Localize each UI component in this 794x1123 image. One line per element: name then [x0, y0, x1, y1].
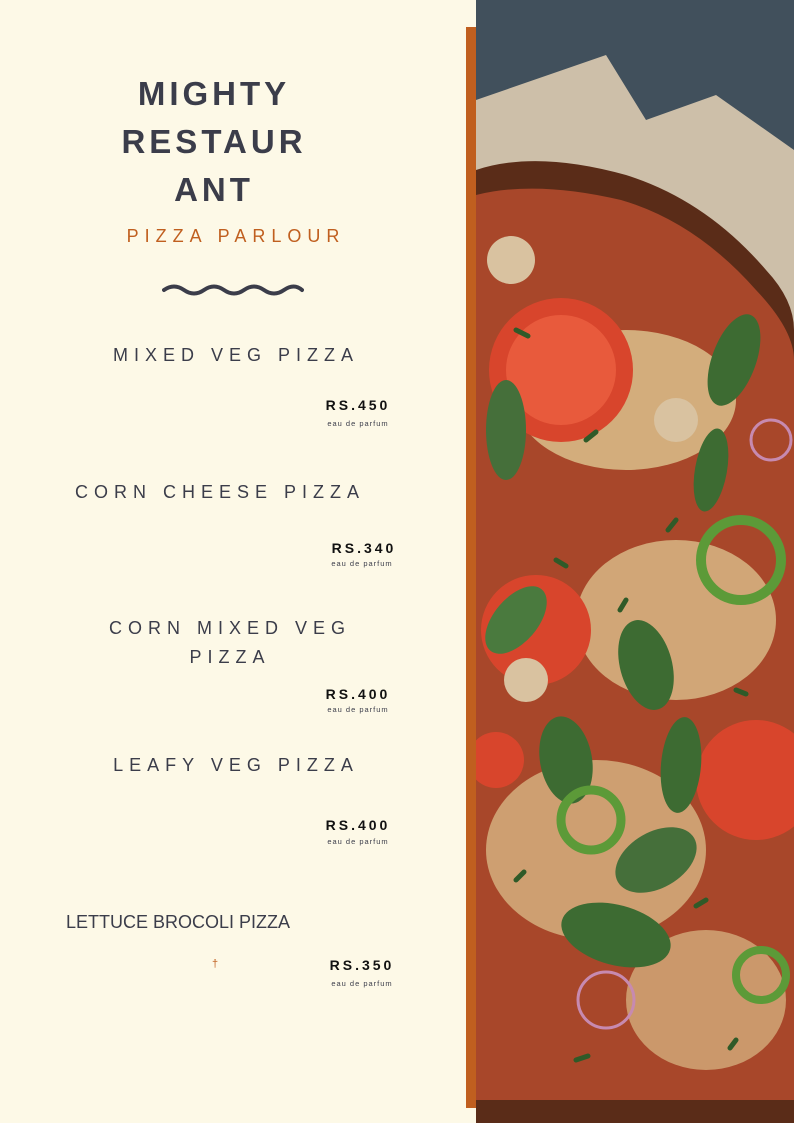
menu-item-name: [80, 614, 380, 672]
menu-item-name: CORN CHEESE PIZZA: [74, 482, 366, 502]
restaurant-subtitle: PIZZA PARLOUR: [126, 226, 346, 246]
menu-item-name: LETTUCE BROCOLI PIZZA: [66, 912, 291, 932]
menu-item-name: LEAFY VEG PIZZA: [113, 755, 359, 775]
menu-item-price: RS.340: [331, 540, 397, 556]
menu-item-name: MIXED VEG PIZZA: [112, 345, 360, 365]
mushroom: [487, 236, 535, 284]
menu-item-note: eau de parfum: [327, 705, 389, 714]
wave-divider-icon: [162, 281, 304, 299]
title-line: RESTAUR: [121, 123, 307, 160]
pizza-photo: [476, 0, 794, 1123]
title-line: ANT: [174, 171, 254, 208]
basil-leaf: [486, 380, 526, 480]
dagger-marker: †: [212, 958, 219, 970]
restaurant-title: [96, 70, 332, 214]
menu-item-note: eau de parfum: [327, 837, 389, 846]
title-line: MIGHTY: [137, 75, 291, 112]
menu-item-note: eau de parfum: [327, 419, 389, 428]
item-name-line: PIZZA: [189, 647, 271, 667]
cheese-patch: [576, 540, 776, 700]
menu-item-price: RS.400: [325, 817, 391, 833]
accent-bar: [466, 27, 476, 1108]
menu-item-note: eau de parfum: [331, 979, 393, 988]
mushroom: [654, 398, 698, 442]
menu-item-note: eau de parfum: [331, 559, 393, 568]
item-name-line: CORN MIXED VEG: [108, 618, 352, 638]
menu-item-price: RS.400: [325, 686, 391, 702]
menu-item-price: RS.350: [329, 957, 395, 973]
menu-item-price: RS.450: [325, 397, 391, 413]
mushroom: [504, 658, 548, 702]
